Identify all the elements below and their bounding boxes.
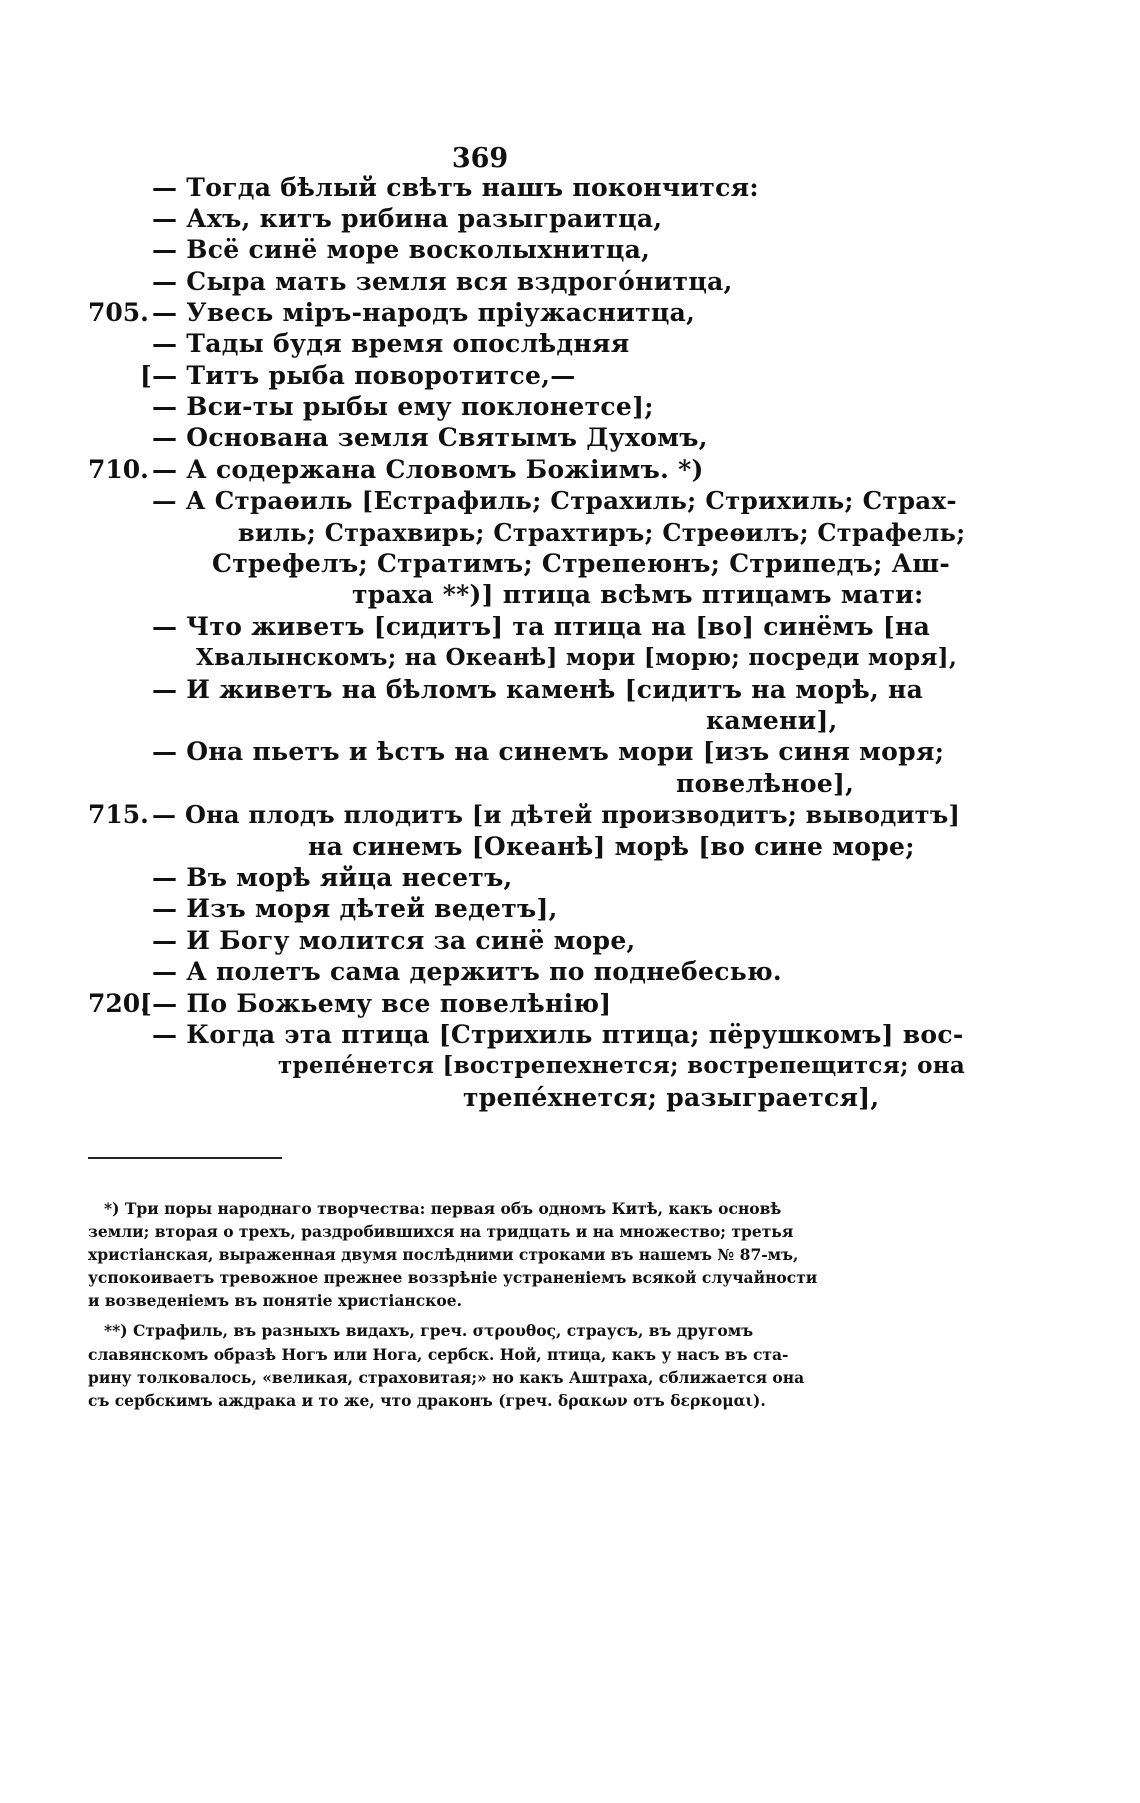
verse-line: — Она плодъ плодитъ [и дѣтей производитъ; выводитъ] xyxy=(152,800,961,829)
verse-line: — И живетъ на бѣломъ каменѣ [сидитъ на морѣ, на xyxy=(152,675,924,704)
verse-line: траха **)] птица всѣмъ птицамъ мати: xyxy=(352,580,924,609)
verse-line: виль; Страхвирь; Страхтиръ; Стреѳилъ; Страфель; xyxy=(238,518,966,547)
line-number: 715. xyxy=(88,800,149,829)
verse-line: — Ахъ, китъ рибина разыграитца, xyxy=(152,204,663,233)
verse-line: [— Титъ рыба поворотитсе,— xyxy=(140,361,576,390)
verse-line: — Тады будя время опослѣдняя xyxy=(152,329,630,358)
footnote-line: успокоиваетъ тревожное прежнее воззрѣнiе устраненiемъ всякой случайности xyxy=(88,1268,818,1287)
verse-line: Стрефелъ; Стратимъ; Стрепеюнъ; Стрипедъ; Аш- xyxy=(212,549,951,578)
verse-line: — А полетъ сама держитъ по поднебесью. xyxy=(152,957,782,986)
verse-line: — Что живетъ [сидитъ] та птица на [во] синёмъ [на xyxy=(152,612,931,641)
footnote-separator xyxy=(88,1157,282,1159)
line-number: 710. xyxy=(88,455,149,484)
footnote-line: рину толковалось, «великая, страховитая;» но какъ Аштраха, сближается она xyxy=(88,1368,805,1387)
verse-line: на синемъ [Океанѣ] морѣ [во сине море; xyxy=(308,832,915,861)
verse-line: — Всё синё море восколыхнитца, xyxy=(152,235,651,264)
verse-line: — Тогда бѣлый свѣтъ нашъ покончится: xyxy=(152,173,759,202)
verse-line: — Когда эта птица [Стрихиль птица; пёрушкомъ] вос- xyxy=(152,1020,964,1049)
line-number: 720. xyxy=(88,989,149,1018)
verse-line: трепéхнется; разыграется], xyxy=(463,1083,880,1112)
verse-line: — А Страѳиль [Естрафиль; Страхиль; Стрихиль; Страх- xyxy=(152,486,957,515)
page-number: 369 xyxy=(451,143,509,174)
verse-line: — А содержана Словомъ Божiимъ. *) xyxy=(152,455,704,484)
footnote-line: христiанская, выраженная двумя послѣдними строками въ нашемъ № 87-мъ, xyxy=(88,1245,799,1264)
footnote-line: земли; вторая о трехъ, раздробившихся на тридцать и на множество; третья xyxy=(88,1222,794,1241)
verse-line: — Изъ моря дѣтей ведетъ], xyxy=(152,894,558,923)
verse-line: — Увесь мiръ-народъ прiужаснитца, xyxy=(152,298,696,327)
verse-line: — Она пьетъ и ѣстъ на синемъ мори [изъ синя моря; xyxy=(152,737,945,766)
footnote-line: *) Три поры народнаго творчества: первая объ одномъ Китѣ, какъ основѣ xyxy=(104,1199,782,1218)
verse-line: [— По Божьему все повелѣнiю] xyxy=(140,989,612,1018)
verse-line: — Сыра мать земля вся вздрогóнитца, xyxy=(152,267,733,296)
verse-line: — Въ морѣ яйца несетъ, xyxy=(152,863,513,892)
verse-line: — Основана земля Святымъ Духомъ, xyxy=(152,423,708,452)
verse-line: — И Богу молится за синё море, xyxy=(152,926,636,955)
verse-line: повелѣное], xyxy=(676,769,855,798)
verse-line: трепéнется [вострепехнется; вострепещится; она xyxy=(278,1052,966,1079)
verse-line: Хвалынскомъ; на Океанѣ] мори [морю; посреди моря], xyxy=(196,644,958,671)
verse-line: — Вси-ты рыбы ему поклонетсе]; xyxy=(152,392,654,421)
footnote-line: **) Страфиль, въ разныхъ видахъ, греч. στρουθος, страусъ, въ другомъ xyxy=(104,1321,754,1340)
line-number: 705. xyxy=(88,298,149,327)
footnote-line: славянскомъ образѣ Ногъ или Нога, сербск. Ной, птица, какъ у насъ въ ста- xyxy=(88,1345,789,1364)
footnote-line: съ сербскимъ аждрака и то же, что драконъ (греч. δρακων отъ δερκομαι). xyxy=(88,1391,766,1410)
footnote-line: и возведенiемъ въ понятiе христiанское. xyxy=(88,1291,462,1310)
verse-line: камени], xyxy=(706,706,838,735)
